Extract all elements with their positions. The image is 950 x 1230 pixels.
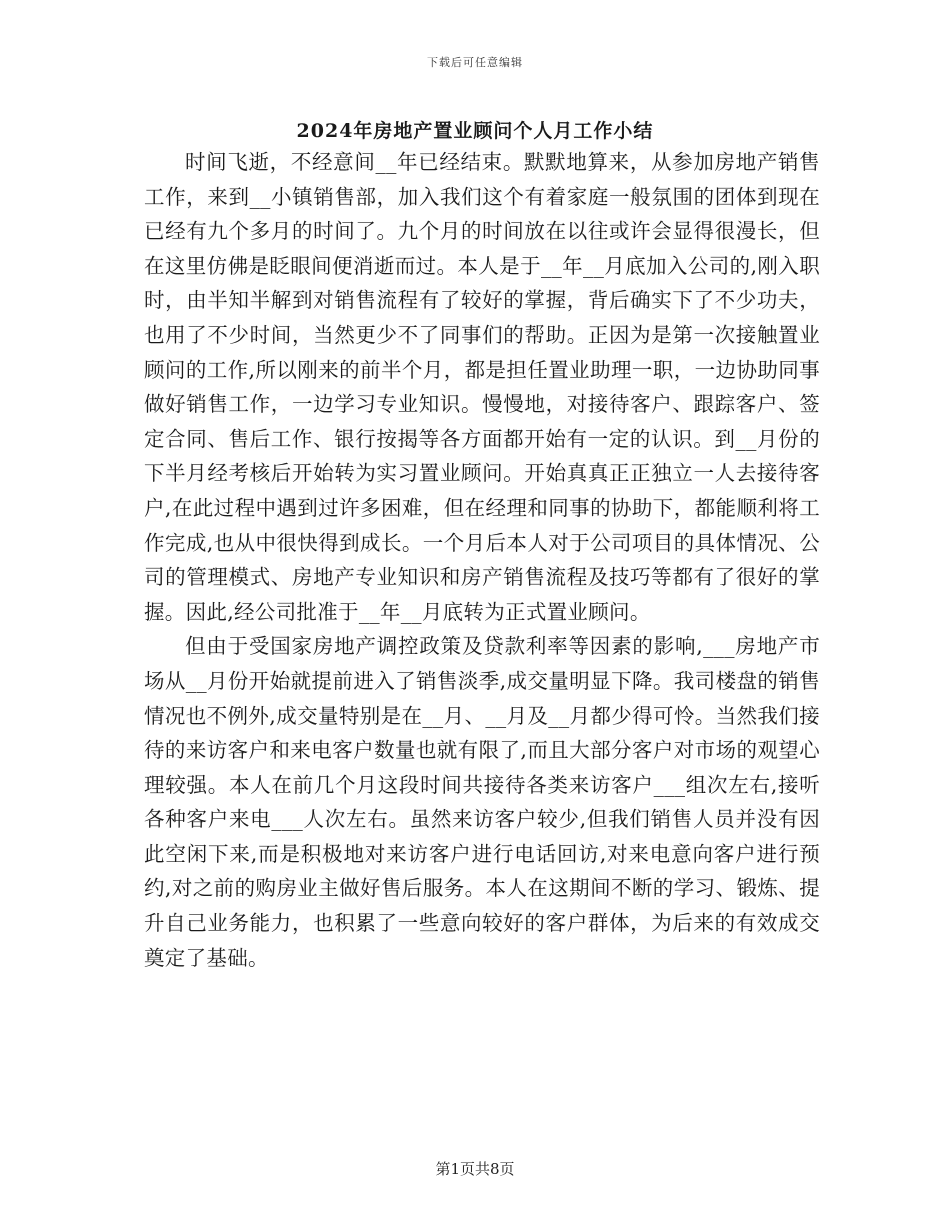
paragraph-1: 时间飞逝，不经意间__年已经结束。默默地算来，从参加房地产销售工作，来到__小镇销售部，加入我们这个有着家庭一般氛围的团体到现在已经有九个多月的时间了。九个月的时间放在以往或许会显得很漫长，但在这里仿佛是眨眼间便消逝而过。本人是于__年__月底加入公司的,刚入职时，由半知半解到对销售流程有了较好的掌握，背后确实下了不少功夫，也用了不少时间，当然更少不了同事们的帮助。正因为是第一次接触置业顾问的工作,所以刚来的前半个月，都是担任置业助理一职，一边协助同事做好销售工作，一边学习专业知识。慢慢地，对接待客户、跟踪客户、签定合同、售后工作、银行按揭等各方面都开始有一定的认识。到__月份的下半月经考核后开始转为实习置业顾问。开始真真正正独立一人去接待客户,在此过程中遇到过许多困难，但在经理和同事的协助下，都能顺利将工作完成,也从中很快得到成长。一个月后本人对于公司项目的具体情况、公司的管理模式、房地产专业知识和房产销售流程及技巧等都有了很好的掌握。因此,经公司批准于__年__月底转为正式置业顾问。 bbox=[144, 150, 820, 624]
paragraph-2: 但由于受国家房地产调控政策及贷款利率等因素的影响,___房地产市场从__月份开始就提前进入了销售淡季,成交量明显下降。我司楼盘的销售情况也不例外,成交量特别是在__月、__月及__月都少得可怜。当然我们接待的来访客户和来电客户数量也就有限了,而且大部分客户对市场的观望心理较强。本人在前几个月这段时间共接待各类来访客户___组次左右,接听各种客户来电___人次左右。虽然来访客户较少,但我们销售人员并没有因此空闲下来,而是积极地对来访客户进行电话回访,对来电意向客户进行预约,对之前的购房业主做好售后服务。本人在这期间不断的学习、锻炼、提升自己业务能力，也积累了一些意向较好的客户群体，为后来的有效成交奠定了基础。 bbox=[144, 634, 820, 970]
page-number: 第1页共8页 bbox=[435, 1160, 515, 1178]
page-header-note: 下载后可任意编辑 bbox=[427, 56, 523, 69]
document-body bbox=[144, 145, 820, 975]
document-title: 2024年房地产置业顾问个人月工作小结 bbox=[296, 120, 654, 142]
